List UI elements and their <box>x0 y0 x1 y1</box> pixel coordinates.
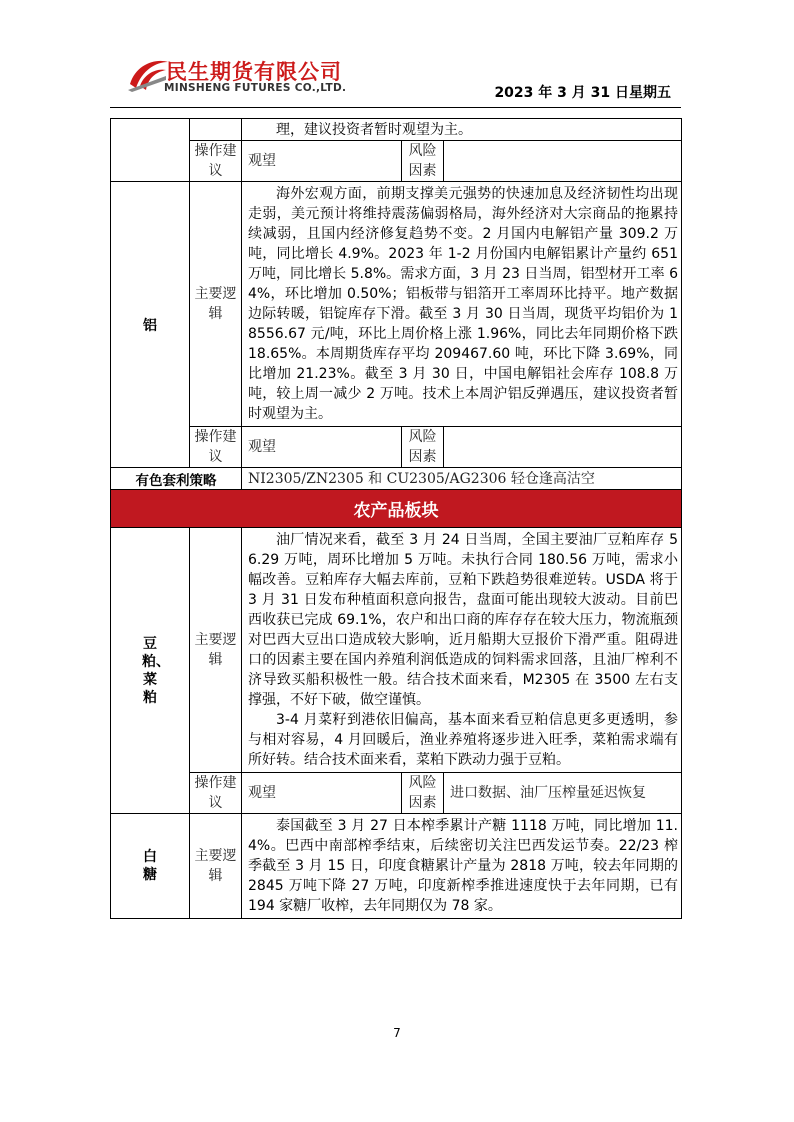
op-label: 操作建议 <box>190 773 242 814</box>
risk-value <box>444 427 682 468</box>
aluminum-logic-text: 海外宏观方面，前期支撑美元强势的快速加息及经济韧性均出现走弱，美元预计将维持震荡偏弱格局，海外经济对大宗商品的拖累持续减弱，且国内经济修复趋势不变。2 月国内电解铝产量 309.2 万吨，同比增长 4.9%。2023 年 1-2 月份国内电解铝累计产量约 651 万吨，同比增长 5.8%。需求方面，3 月 23 日当周，铝型材开工率 64%，环比增加 0.50%；铝板带与铝箔开工率周环比持平。地产数据边际转暖，铝锭库存下滑。截至 3 月 30 日当周，现货平均铝价为 18556.67 元/吨，环比上周价格上涨 1.96%，同比去年同期价格下跌 18.65%。本周期货库存平均 209467.60 吨，环比下降 3.69%，同比增加 21.23%。截至 3 月 30 日，中国电解铝社会库存 108.8 万吨，较上周一减少 2 万吨。技术上本周沪铝反弹遇压，建议投资者暂时观望为主。 <box>242 182 682 427</box>
report-date: 2023 年 3 月 31 日星期五 <box>494 85 671 101</box>
company-name-en: MINSHENG FUTURES CO.,LTD. <box>164 82 347 94</box>
commodity-name-meal: 豆粕、菜粕 <box>111 528 190 814</box>
risk-value: 进口数据、油厂压榨量延迟恢复 <box>444 773 682 814</box>
op-value: 观望 <box>242 773 402 814</box>
table-row <box>111 773 682 814</box>
table-row <box>111 468 682 490</box>
table-row <box>111 182 682 427</box>
table-row <box>111 528 682 773</box>
meal-logic-text: 油厂情况来看，截至 3 月 24 日当周，全国主要油厂豆粕库存 56.29 万吨，周环比增加 5 万吨。未执行合同 180.56 万吨，需求小幅改善。豆粕库存大幅去库前，豆粕下跌趋势很难逆转。USDA 将于 3 月 31 日发布种植面积意向报告，盘面可能出现较大波动。目前巴西收获已完成 69.1%，农户和出口商的库存存在较大压力，物流瓶颈对巴西大豆出口造成较大影响，近月船期大豆报价下滑严重。阻碍进口的因素主要在国内养殖利润低造成的饲料需求回落，且油厂榨利不济导致买船积极性一般。结合技术面来看，M2305 在 3500 左右支撑强，不好下破，做空谨慎。 3-4 月菜籽到港依旧偏高，基本面来看豆粕信息更多更透明，参与相对容易，4 月回暖后，渔业养殖将逐步进入旺季，菜粕需求端有所好转。结合技术面来看，菜粕下跌动力强于豆粕。 <box>242 528 682 773</box>
page-header <box>126 52 671 102</box>
logic-label: 主要逻辑 <box>190 814 242 919</box>
op-label: 操作建议 <box>190 427 242 468</box>
commodity-cell-top <box>111 119 190 182</box>
logic-text-top: 理，建议投资者暂时观望为主。 <box>242 119 682 141</box>
sugar-logic-text: 泰国截至 3 月 27 日本榨季累计产糖 1118 万吨，同比增加 11.4%。巴西中南部榨季结束，后续密切关注巴西发运节奏。22/23 榨季截至 3 月 15 日，印度食糖累计产量为 2818 万吨，较去年同期的 2845 万吨下降 27 万吨，印度新榨季推进速度快于去年同期，已有 194 家糖厂收榨，去年同期仅为 78 家。 <box>242 814 682 919</box>
header-rule <box>110 107 681 108</box>
commodity-name-aluminum: 铝 <box>111 182 190 468</box>
risk-label: 风险因素 <box>402 773 444 814</box>
op-label: 操作建议 <box>190 141 242 182</box>
op-value: 观望 <box>242 427 402 468</box>
table-row <box>111 141 682 182</box>
report-table <box>110 118 682 919</box>
risk-label: 风险因素 <box>402 141 444 182</box>
risk-label: 风险因素 <box>402 427 444 468</box>
logic-label-cell <box>190 119 242 141</box>
arbitrage-value: NI2305/ZN2305 和 CU2305/AG2306 轻仓逢高沽空 <box>242 468 682 490</box>
logic-label: 主要逻辑 <box>190 182 242 427</box>
risk-value <box>444 141 682 182</box>
table-row <box>111 490 682 528</box>
page-number: 7 <box>393 1026 401 1040</box>
op-value: 观望 <box>242 141 402 182</box>
table-row <box>111 119 682 141</box>
table-row <box>111 814 682 919</box>
table-row <box>111 427 682 468</box>
company-name-cn: 民生期货有限公司 <box>166 60 342 84</box>
commodity-name-sugar: 白糖 <box>111 814 190 919</box>
section-title: 农产品板块 <box>111 490 682 528</box>
logic-label: 主要逻辑 <box>190 528 242 773</box>
arbitrage-label: 有色套利策略 <box>111 468 242 490</box>
